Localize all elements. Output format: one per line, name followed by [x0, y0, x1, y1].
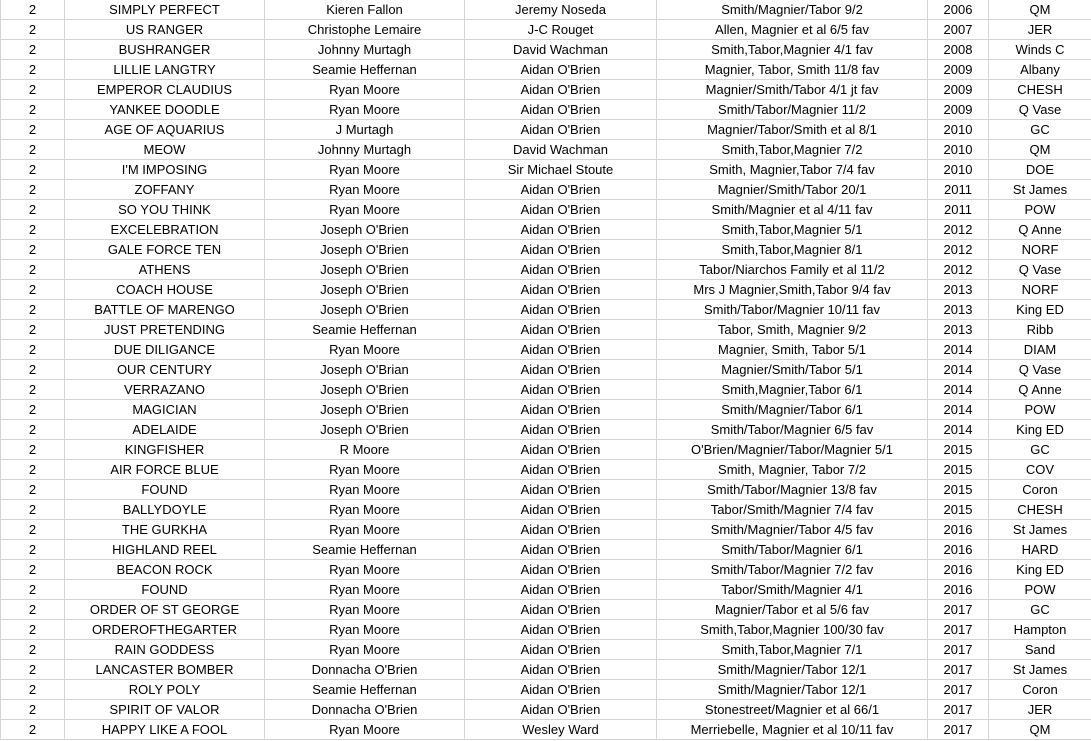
- cell-horse[interactable]: US RANGER: [65, 20, 265, 40]
- cell-year[interactable]: 2010: [928, 160, 989, 180]
- cell-horse[interactable]: AIR FORCE BLUE: [65, 460, 265, 480]
- cell-owners-odds[interactable]: Magnier/Tabor/Smith et al 8/1: [657, 120, 928, 140]
- cell-count[interactable]: 2: [1, 520, 65, 540]
- cell-year[interactable]: 2017: [928, 600, 989, 620]
- table-row: [1, 0, 1091, 20]
- cell-owners-odds[interactable]: Smith,Tabor,Magnier 7/2: [657, 140, 928, 160]
- cell-race[interactable]: CHESH: [989, 500, 1091, 520]
- cell-count[interactable]: 2: [1, 100, 65, 120]
- cell-race[interactable]: Sand: [989, 640, 1091, 660]
- cell-owners-odds[interactable]: Smith,Tabor,Magnier 8/1: [657, 240, 928, 260]
- cell-race[interactable]: Albany: [989, 60, 1091, 80]
- cell-jockey[interactable]: Ryan Moore: [265, 600, 465, 620]
- cell-horse[interactable]: HIGHLAND REEL: [65, 540, 265, 560]
- table-row: [1, 100, 1091, 120]
- cell-count[interactable]: 2: [1, 560, 65, 580]
- table-row: [1, 280, 1091, 300]
- cell-count[interactable]: 2: [1, 680, 65, 700]
- cell-owners-odds[interactable]: Smith,Tabor,Magnier 4/1 fav: [657, 40, 928, 60]
- cell-horse[interactable]: VERRAZANO: [65, 380, 265, 400]
- cell-trainer[interactable]: David Wachman: [465, 40, 657, 60]
- cell-year[interactable]: 2017: [928, 620, 989, 640]
- cell-race[interactable]: JER: [989, 20, 1091, 40]
- cell-race[interactable]: DOE: [989, 160, 1091, 180]
- cell-year[interactable]: 2008: [928, 40, 989, 60]
- cell-race[interactable]: Q Anne: [989, 380, 1091, 400]
- cell-owners-odds[interactable]: Mrs J Magnier,Smith,Tabor 9/4 fav: [657, 280, 928, 300]
- table-row: [1, 620, 1091, 640]
- cell-jockey[interactable]: Ryan Moore: [265, 340, 465, 360]
- cell-count[interactable]: 2: [1, 340, 65, 360]
- cell-jockey[interactable]: R Moore: [265, 440, 465, 460]
- cell-owners-odds[interactable]: Smith/Magnier/Tabor 12/1: [657, 660, 928, 680]
- cell-count[interactable]: 2: [1, 20, 65, 40]
- cell-race[interactable]: GC: [989, 600, 1091, 620]
- cell-count[interactable]: 2: [1, 700, 65, 720]
- cell-jockey[interactable]: Kieren Fallon: [265, 0, 465, 20]
- cell-year[interactable]: 2017: [928, 720, 989, 740]
- cell-jockey[interactable]: Ryan Moore: [265, 460, 465, 480]
- cell-trainer[interactable]: Aidan O'Brien: [465, 280, 657, 300]
- cell-owners-odds[interactable]: O'Brien/Magnier/Tabor/Magnier 5/1: [657, 440, 928, 460]
- cell-trainer[interactable]: Aidan O'Brien: [465, 400, 657, 420]
- cell-race[interactable]: CHESH: [989, 80, 1091, 100]
- table-row: [1, 40, 1091, 60]
- table-row: [1, 120, 1091, 140]
- cell-owners-odds[interactable]: Tabor/Niarchos Family et al 11/2: [657, 260, 928, 280]
- cell-trainer[interactable]: Aidan O'Brien: [465, 420, 657, 440]
- cell-owners-odds[interactable]: Smith,Tabor,Magnier 5/1: [657, 220, 928, 240]
- cell-owners-odds[interactable]: Smith/Tabor/Magnier 6/1: [657, 540, 928, 560]
- cell-race[interactable]: GC: [989, 440, 1091, 460]
- cell-year[interactable]: 2009: [928, 100, 989, 120]
- cell-year[interactable]: 2017: [928, 660, 989, 680]
- cell-horse[interactable]: LILLIE LANGTRY: [65, 60, 265, 80]
- cell-trainer[interactable]: Aidan O'Brien: [465, 320, 657, 340]
- cell-year[interactable]: 2007: [928, 20, 989, 40]
- cell-trainer[interactable]: David Wachman: [465, 140, 657, 160]
- cell-year[interactable]: 2014: [928, 420, 989, 440]
- cell-trainer[interactable]: Wesley Ward: [465, 720, 657, 740]
- cell-jockey[interactable]: Ryan Moore: [265, 560, 465, 580]
- cell-owners-odds[interactable]: Smith,Magnier,Tabor 6/1: [657, 380, 928, 400]
- cell-horse[interactable]: I'M IMPOSING: [65, 160, 265, 180]
- cell-year[interactable]: 2017: [928, 640, 989, 660]
- cell-jockey[interactable]: Ryan Moore: [265, 580, 465, 600]
- cell-count[interactable]: 2: [1, 620, 65, 640]
- table-row: [1, 680, 1091, 700]
- cell-owners-odds[interactable]: Tabor, Smith, Magnier 9/2: [657, 320, 928, 340]
- cell-owners-odds[interactable]: Smith/Tabor/Magnier 7/2 fav: [657, 560, 928, 580]
- cell-horse[interactable]: DUE DILIGANCE: [65, 340, 265, 360]
- cell-count[interactable]: 2: [1, 420, 65, 440]
- cell-jockey[interactable]: Ryan Moore: [265, 200, 465, 220]
- table-row: [1, 640, 1091, 660]
- cell-horse[interactable]: SPIRIT OF VALOR: [65, 700, 265, 720]
- cell-horse[interactable]: ROLY POLY: [65, 680, 265, 700]
- cell-jockey[interactable]: Ryan Moore: [265, 100, 465, 120]
- cell-trainer[interactable]: Aidan O'Brien: [465, 60, 657, 80]
- cell-horse[interactable]: AGE OF AQUARIUS: [65, 120, 265, 140]
- cell-owners-odds[interactable]: Smith/Tabor/Magnier 13/8 fav: [657, 480, 928, 500]
- cell-horse[interactable]: FOUND: [65, 580, 265, 600]
- cell-count[interactable]: 2: [1, 380, 65, 400]
- cell-horse[interactable]: EMPEROR CLAUDIUS: [65, 80, 265, 100]
- cell-horse[interactable]: ATHENS: [65, 260, 265, 280]
- cell-owners-odds[interactable]: Smith,Tabor,Magnier 100/30 fav: [657, 620, 928, 640]
- cell-jockey[interactable]: Ryan Moore: [265, 480, 465, 500]
- cell-horse[interactable]: FOUND: [65, 480, 265, 500]
- table-row: [1, 140, 1091, 160]
- cell-trainer[interactable]: Aidan O'Brien: [465, 560, 657, 580]
- cell-race[interactable]: Ribb: [989, 320, 1091, 340]
- cell-year[interactable]: 2006: [928, 0, 989, 20]
- cell-jockey[interactable]: Ryan Moore: [265, 640, 465, 660]
- cell-owners-odds[interactable]: Smith/Magnier et al 4/11 fav: [657, 200, 928, 220]
- cell-year[interactable]: 2016: [928, 560, 989, 580]
- table-row: [1, 660, 1091, 680]
- cell-trainer[interactable]: J-C Rouget: [465, 20, 657, 40]
- cell-jockey[interactable]: Johnny Murtagh: [265, 140, 465, 160]
- cell-trainer[interactable]: Aidan O'Brien: [465, 260, 657, 280]
- cell-horse[interactable]: BATTLE OF MARENGO: [65, 300, 265, 320]
- cell-jockey[interactable]: Donnacha O'Brien: [265, 700, 465, 720]
- cell-trainer[interactable]: Aidan O'Brien: [465, 340, 657, 360]
- cell-count[interactable]: 2: [1, 140, 65, 160]
- cell-owners-odds[interactable]: Tabor/Smith/Magnier 4/1: [657, 580, 928, 600]
- cell-owners-odds[interactable]: Smith/Magnier/Tabor 4/5 fav: [657, 520, 928, 540]
- cell-race[interactable]: DIAM: [989, 340, 1091, 360]
- cell-owners-odds[interactable]: Magnier, Tabor, Smith 11/8 fav: [657, 60, 928, 80]
- cell-horse[interactable]: ZOFFANY: [65, 180, 265, 200]
- cell-year[interactable]: 2016: [928, 540, 989, 560]
- cell-owners-odds[interactable]: Magnier/Smith/Tabor 5/1: [657, 360, 928, 380]
- cell-jockey[interactable]: Ryan Moore: [265, 500, 465, 520]
- cell-horse[interactable]: OUR CENTURY: [65, 360, 265, 380]
- cell-horse[interactable]: BEACON ROCK: [65, 560, 265, 580]
- cell-jockey[interactable]: Joseph O'Brien: [265, 240, 465, 260]
- cell-trainer[interactable]: Aidan O'Brien: [465, 640, 657, 660]
- cell-race[interactable]: COV: [989, 460, 1091, 480]
- cell-year[interactable]: 2015: [928, 500, 989, 520]
- cell-race[interactable]: QM: [989, 140, 1091, 160]
- cell-year[interactable]: 2015: [928, 440, 989, 460]
- cell-race[interactable]: Coron: [989, 680, 1091, 700]
- cell-horse[interactable]: EXCELEBRATION: [65, 220, 265, 240]
- cell-owners-odds[interactable]: Smith, Magnier, Tabor 7/2: [657, 460, 928, 480]
- table-row: [1, 400, 1091, 420]
- cell-trainer[interactable]: Aidan O'Brien: [465, 380, 657, 400]
- cell-trainer[interactable]: Aidan O'Brien: [465, 680, 657, 700]
- cell-trainer[interactable]: Aidan O'Brien: [465, 120, 657, 140]
- cell-trainer[interactable]: Aidan O'Brien: [465, 80, 657, 100]
- table-row: [1, 420, 1091, 440]
- cell-owners-odds[interactable]: Smith/Magnier/Tabor 6/1: [657, 400, 928, 420]
- table-row: [1, 580, 1091, 600]
- cell-count[interactable]: 2: [1, 540, 65, 560]
- cell-jockey[interactable]: Joseph O'Brien: [265, 380, 465, 400]
- cell-count[interactable]: 2: [1, 240, 65, 260]
- cell-trainer[interactable]: Aidan O'Brien: [465, 440, 657, 460]
- cell-horse[interactable]: RAIN GODDESS: [65, 640, 265, 660]
- table-row: [1, 60, 1091, 80]
- cell-jockey[interactable]: Donnacha O'Brien: [265, 660, 465, 680]
- cell-count[interactable]: 2: [1, 580, 65, 600]
- cell-jockey[interactable]: Joseph O'Brien: [265, 220, 465, 240]
- cell-year[interactable]: 2011: [928, 200, 989, 220]
- cell-year[interactable]: 2009: [928, 60, 989, 80]
- table-row: [1, 480, 1091, 500]
- cell-trainer[interactable]: Aidan O'Brien: [465, 700, 657, 720]
- cell-owners-odds[interactable]: Merriebelle, Magnier et al 10/11 fav: [657, 720, 928, 740]
- cell-count[interactable]: 2: [1, 180, 65, 200]
- cell-race[interactable]: King ED: [989, 420, 1091, 440]
- table-row: [1, 260, 1091, 280]
- cell-horse[interactable]: LANCASTER BOMBER: [65, 660, 265, 680]
- cell-year[interactable]: 2014: [928, 360, 989, 380]
- cell-horse[interactable]: ORDEROFTHEGARTER: [65, 620, 265, 640]
- cell-jockey[interactable]: Ryan Moore: [265, 160, 465, 180]
- cell-race[interactable]: Hampton: [989, 620, 1091, 640]
- cell-jockey[interactable]: Joseph O'Brien: [265, 420, 465, 440]
- cell-horse[interactable]: MEOW: [65, 140, 265, 160]
- cell-horse[interactable]: ADELAIDE: [65, 420, 265, 440]
- cell-trainer[interactable]: Aidan O'Brien: [465, 660, 657, 680]
- cell-trainer[interactable]: Aidan O'Brien: [465, 180, 657, 200]
- cell-jockey[interactable]: Joseph O'Brien: [265, 280, 465, 300]
- cell-trainer[interactable]: Aidan O'Brien: [465, 300, 657, 320]
- table-row: [1, 320, 1091, 340]
- cell-horse[interactable]: MAGICIAN: [65, 400, 265, 420]
- cell-horse[interactable]: SIMPLY PERFECT: [65, 0, 265, 20]
- cell-jockey[interactable]: Ryan Moore: [265, 180, 465, 200]
- cell-year[interactable]: 2014: [928, 380, 989, 400]
- table-row: [1, 600, 1091, 620]
- cell-jockey[interactable]: Ryan Moore: [265, 80, 465, 100]
- table-row: [1, 500, 1091, 520]
- cell-jockey[interactable]: Joseph O'Brien: [265, 260, 465, 280]
- cell-count[interactable]: 2: [1, 360, 65, 380]
- cell-count[interactable]: 2: [1, 480, 65, 500]
- cell-owners-odds[interactable]: Smith/Tabor/Magnier 10/11 fav: [657, 300, 928, 320]
- table-row: [1, 300, 1091, 320]
- cell-year[interactable]: 2014: [928, 400, 989, 420]
- cell-race[interactable]: Q Anne: [989, 220, 1091, 240]
- cell-count[interactable]: 2: [1, 300, 65, 320]
- cell-race[interactable]: Coron: [989, 480, 1091, 500]
- cell-horse[interactable]: BUSHRANGER: [65, 40, 265, 60]
- cell-horse[interactable]: BALLYDOYLE: [65, 500, 265, 520]
- cell-race[interactable]: St James: [989, 660, 1091, 680]
- cell-trainer[interactable]: Aidan O'Brien: [465, 500, 657, 520]
- table-row: [1, 180, 1091, 200]
- cell-count[interactable]: 2: [1, 120, 65, 140]
- cell-race[interactable]: QM: [989, 0, 1091, 20]
- cell-count[interactable]: 2: [1, 220, 65, 240]
- cell-year[interactable]: 2012: [928, 240, 989, 260]
- table-row: [1, 380, 1091, 400]
- cell-count[interactable]: 2: [1, 40, 65, 60]
- cell-owners-odds[interactable]: Smith/Magnier/Tabor 12/1: [657, 680, 928, 700]
- cell-owners-odds[interactable]: Tabor/Smith/Magnier 7/4 fav: [657, 500, 928, 520]
- table-row: [1, 240, 1091, 260]
- cell-count[interactable]: 2: [1, 0, 65, 20]
- cell-race[interactable]: GC: [989, 120, 1091, 140]
- cell-year[interactable]: 2017: [928, 680, 989, 700]
- cell-trainer[interactable]: Aidan O'Brien: [465, 620, 657, 640]
- cell-owners-odds[interactable]: Magnier/Smith/Tabor 4/1 jt fav: [657, 80, 928, 100]
- cell-year[interactable]: 2009: [928, 80, 989, 100]
- table-row: [1, 460, 1091, 480]
- cell-horse[interactable]: KINGFISHER: [65, 440, 265, 460]
- cell-race[interactable]: QM: [989, 720, 1091, 740]
- cell-jockey[interactable]: Joseph O'Brian: [265, 360, 465, 380]
- cell-race[interactable]: King ED: [989, 300, 1091, 320]
- cell-jockey[interactable]: Ryan Moore: [265, 720, 465, 740]
- cell-year[interactable]: 2012: [928, 260, 989, 280]
- cell-jockey[interactable]: Ryan Moore: [265, 620, 465, 640]
- table-row: [1, 340, 1091, 360]
- cell-year[interactable]: 2015: [928, 480, 989, 500]
- table-row: [1, 440, 1091, 460]
- cell-horse[interactable]: JUST PRETENDING: [65, 320, 265, 340]
- cell-count[interactable]: 2: [1, 640, 65, 660]
- cell-count[interactable]: 2: [1, 600, 65, 620]
- cell-jockey[interactable]: Joseph O'Brien: [265, 300, 465, 320]
- cell-owners-odds[interactable]: Smith/Tabor/Magnier 11/2: [657, 100, 928, 120]
- cell-jockey[interactable]: J Murtagh: [265, 120, 465, 140]
- cell-year[interactable]: 2015: [928, 460, 989, 480]
- cell-trainer[interactable]: Aidan O'Brien: [465, 220, 657, 240]
- cell-count[interactable]: 2: [1, 260, 65, 280]
- cell-race[interactable]: HARD: [989, 540, 1091, 560]
- cell-count[interactable]: 2: [1, 60, 65, 80]
- cell-race[interactable]: Q Vase: [989, 360, 1091, 380]
- cell-count[interactable]: 2: [1, 160, 65, 180]
- table-row: [1, 80, 1091, 100]
- cell-horse[interactable]: HAPPY LIKE A FOOL: [65, 720, 265, 740]
- cell-race[interactable]: King ED: [989, 560, 1091, 580]
- table-row: [1, 720, 1091, 740]
- cell-race[interactable]: Q Vase: [989, 100, 1091, 120]
- cell-count[interactable]: 2: [1, 320, 65, 340]
- cell-year[interactable]: 2010: [928, 120, 989, 140]
- cell-jockey[interactable]: Ryan Moore: [265, 520, 465, 540]
- cell-owners-odds[interactable]: Magnier/Tabor et al 5/6 fav: [657, 600, 928, 620]
- cell-trainer[interactable]: Jeremy Noseda: [465, 0, 657, 20]
- cell-trainer[interactable]: Aidan O'Brien: [465, 480, 657, 500]
- cell-owners-odds[interactable]: Smith, Magnier,Tabor 7/4 fav: [657, 160, 928, 180]
- table-row: [1, 360, 1091, 380]
- cell-race[interactable]: St James: [989, 520, 1091, 540]
- cell-count[interactable]: 2: [1, 660, 65, 680]
- cell-year[interactable]: 2013: [928, 300, 989, 320]
- cell-trainer[interactable]: Aidan O'Brien: [465, 460, 657, 480]
- cell-count[interactable]: 2: [1, 280, 65, 300]
- table-row: [1, 560, 1091, 580]
- table-row: [1, 520, 1091, 540]
- cell-trainer[interactable]: Aidan O'Brien: [465, 200, 657, 220]
- cell-trainer[interactable]: Aidan O'Brien: [465, 540, 657, 560]
- cell-jockey[interactable]: Seamie Heffernan: [265, 540, 465, 560]
- table-row: [1, 20, 1091, 40]
- cell-owners-odds[interactable]: Smith,Tabor,Magnier 7/1: [657, 640, 928, 660]
- cell-year[interactable]: 2016: [928, 520, 989, 540]
- cell-race[interactable]: POW: [989, 580, 1091, 600]
- cell-year[interactable]: 2014: [928, 340, 989, 360]
- cell-owners-odds[interactable]: Stonestreet/Magnier et al 66/1: [657, 700, 928, 720]
- cell-count[interactable]: 2: [1, 460, 65, 480]
- cell-count[interactable]: 2: [1, 80, 65, 100]
- cell-horse[interactable]: ORDER OF ST GEORGE: [65, 600, 265, 620]
- cell-owners-odds[interactable]: Smith/Tabor/Magnier 6/5 fav: [657, 420, 928, 440]
- cell-trainer[interactable]: Sir Michael Stoute: [465, 160, 657, 180]
- cell-owners-odds[interactable]: Allen, Magnier et al 6/5 fav: [657, 20, 928, 40]
- cell-year[interactable]: 2013: [928, 320, 989, 340]
- cell-count[interactable]: 2: [1, 500, 65, 520]
- cell-race[interactable]: JER: [989, 700, 1091, 720]
- cell-race[interactable]: NORF: [989, 240, 1091, 260]
- table-row: [1, 700, 1091, 720]
- cell-year[interactable]: 2013: [928, 280, 989, 300]
- cell-year[interactable]: 2017: [928, 700, 989, 720]
- cell-jockey[interactable]: Seamie Heffernan: [265, 680, 465, 700]
- table-row: [1, 540, 1091, 560]
- cell-owners-odds[interactable]: Magnier, Smith, Tabor 5/1: [657, 340, 928, 360]
- cell-jockey[interactable]: Christophe Lemaire: [265, 20, 465, 40]
- cell-trainer[interactable]: Aidan O'Brien: [465, 100, 657, 120]
- cell-jockey[interactable]: Joseph O'Brien: [265, 400, 465, 420]
- cell-race[interactable]: POW: [989, 400, 1091, 420]
- cell-count[interactable]: 2: [1, 440, 65, 460]
- cell-jockey[interactable]: Seamie Heffernan: [265, 320, 465, 340]
- table-row: [1, 220, 1091, 240]
- cell-count[interactable]: 2: [1, 720, 65, 740]
- cell-race[interactable]: Q Vase: [989, 260, 1091, 280]
- cell-race[interactable]: NORF: [989, 280, 1091, 300]
- cell-race[interactable]: Winds C: [989, 40, 1091, 60]
- cell-horse[interactable]: YANKEE DOODLE: [65, 100, 265, 120]
- spreadsheet-body: [1, 0, 1091, 740]
- cell-year[interactable]: 2011: [928, 180, 989, 200]
- cell-horse[interactable]: SO YOU THINK: [65, 200, 265, 220]
- cell-year[interactable]: 2012: [928, 220, 989, 240]
- cell-trainer[interactable]: Aidan O'Brien: [465, 580, 657, 600]
- cell-trainer[interactable]: Aidan O'Brien: [465, 240, 657, 260]
- cell-year[interactable]: 2016: [928, 580, 989, 600]
- cell-horse[interactable]: GALE FORCE TEN: [65, 240, 265, 260]
- cell-trainer[interactable]: Aidan O'Brien: [465, 360, 657, 380]
- table-row: [1, 200, 1091, 220]
- cell-owners-odds[interactable]: Smith/Magnier/Tabor 9/2: [657, 0, 928, 20]
- cell-year[interactable]: 2010: [928, 140, 989, 160]
- cell-trainer[interactable]: Aidan O'Brien: [465, 600, 657, 620]
- cell-race[interactable]: St James: [989, 180, 1091, 200]
- cell-horse[interactable]: THE GURKHA: [65, 520, 265, 540]
- table-row: [1, 160, 1091, 180]
- cell-race[interactable]: POW: [989, 200, 1091, 220]
- cell-trainer[interactable]: Aidan O'Brien: [465, 520, 657, 540]
- cell-horse[interactable]: COACH HOUSE: [65, 280, 265, 300]
- cell-count[interactable]: 2: [1, 400, 65, 420]
- cell-count[interactable]: 2: [1, 200, 65, 220]
- cell-owners-odds[interactable]: Magnier/Smith/Tabor 20/1: [657, 180, 928, 200]
- cell-jockey[interactable]: Johnny Murtagh: [265, 40, 465, 60]
- cell-jockey[interactable]: Seamie Heffernan: [265, 60, 465, 80]
